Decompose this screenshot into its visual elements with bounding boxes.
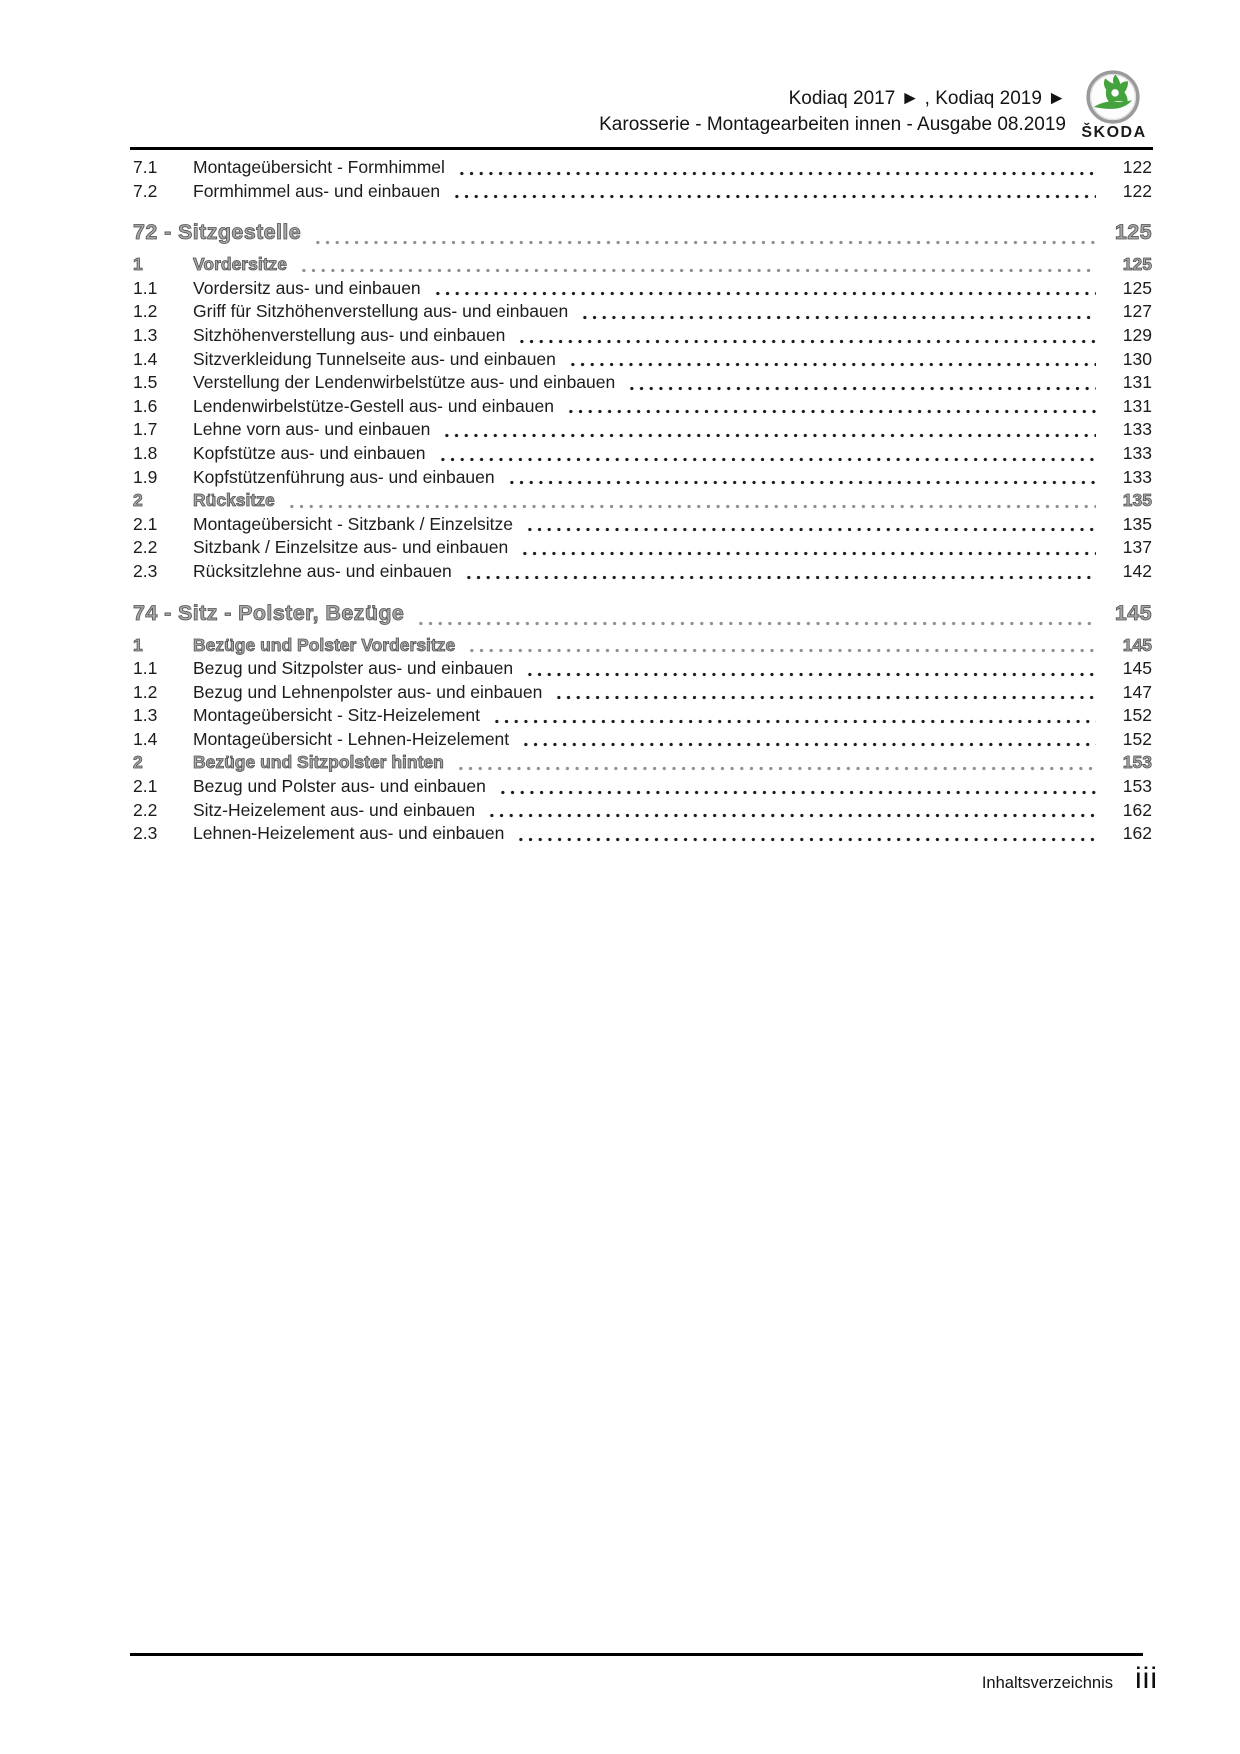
entry-page-number: 127 bbox=[1122, 301, 1152, 322]
entry-page-number: 130 bbox=[1122, 348, 1152, 369]
footer-divider bbox=[130, 1653, 1143, 1656]
entry-page-number: 137 bbox=[1122, 537, 1152, 558]
page-header bbox=[599, 86, 1066, 138]
toc-chapter-heading[interactable] bbox=[133, 601, 1152, 631]
toc-entry[interactable] bbox=[133, 325, 1152, 349]
entry-title: Vordersitz aus- und einbauen bbox=[193, 277, 421, 298]
toc-entry[interactable] bbox=[133, 467, 1152, 491]
entry-number: 1.4 bbox=[133, 728, 158, 749]
entry-page-number: 162 bbox=[1122, 799, 1152, 820]
entry-number: 1.7 bbox=[133, 419, 158, 440]
entry-number: 1.3 bbox=[133, 705, 158, 726]
dot-leader bbox=[438, 443, 1096, 467]
entry-title: Lehne vorn aus- und einbauen bbox=[193, 419, 431, 440]
entry-number: 1 bbox=[133, 634, 143, 655]
toc-entry[interactable] bbox=[133, 776, 1152, 800]
entry-number: 7.2 bbox=[133, 180, 158, 201]
dot-leader bbox=[521, 729, 1096, 753]
entry-number: 1.9 bbox=[133, 466, 158, 487]
entry-page-number: 133 bbox=[1122, 442, 1152, 463]
entry-number: 1.1 bbox=[133, 277, 158, 298]
entry-title: Formhimmel aus- und einbauen bbox=[193, 180, 441, 201]
entry-page-number: 153 bbox=[1122, 776, 1152, 797]
page-footer bbox=[982, 1662, 1158, 1696]
entry-title: Rücksitzlehne aus- und einbauen bbox=[193, 560, 452, 581]
toc-entry[interactable] bbox=[133, 800, 1152, 824]
entry-page-number: 147 bbox=[1122, 681, 1152, 702]
entry-page-number: 131 bbox=[1122, 395, 1152, 416]
dot-leader bbox=[287, 490, 1096, 514]
dot-leader bbox=[580, 301, 1096, 325]
dot-leader bbox=[457, 157, 1096, 181]
toc-chapter-heading[interactable] bbox=[133, 220, 1152, 250]
entry-page-number: 153 bbox=[1122, 752, 1152, 773]
chapter-title: 72 - Sitzgestelle bbox=[133, 220, 302, 245]
entry-title: Sitzbank / Einzelsitze aus- und einbauen bbox=[193, 537, 509, 558]
table-of-contents bbox=[133, 157, 1152, 847]
entry-title: Kopfstütze aus- und einbauen bbox=[193, 442, 426, 463]
dot-leader bbox=[516, 823, 1096, 847]
toc-entry[interactable] bbox=[133, 658, 1152, 682]
dot-leader bbox=[492, 705, 1096, 729]
dot-leader bbox=[416, 601, 1096, 631]
entry-title: Griff für Sitzhöhenverstellung aus- und einbauen bbox=[193, 301, 569, 322]
entry-page-number: 122 bbox=[1122, 180, 1152, 201]
header-model-line: Kodiaq 2017 ► , Kodiaq 2019 ► bbox=[788, 88, 1066, 109]
entry-page-number: 133 bbox=[1122, 466, 1152, 487]
entry-title: Bezüge und Polster Vordersitze bbox=[193, 634, 456, 655]
footer-section-label: Inhaltsverzeichnis bbox=[981, 1674, 1113, 1692]
entry-page-number: 145 bbox=[1122, 658, 1152, 679]
entry-number: 2.1 bbox=[133, 776, 158, 797]
entry-number: 1.4 bbox=[133, 348, 158, 369]
header-doc-line: Karosserie - Montagearbeiten innen - Ausgabe 08.2019 bbox=[599, 114, 1066, 135]
entry-title: Rücksitze bbox=[193, 490, 275, 511]
toc-entry[interactable] bbox=[133, 372, 1152, 396]
dot-leader bbox=[525, 658, 1096, 682]
toc-entry[interactable] bbox=[133, 349, 1152, 373]
toc-entry[interactable] bbox=[133, 181, 1152, 205]
dot-leader bbox=[456, 752, 1096, 776]
toc-entry[interactable] bbox=[133, 682, 1152, 706]
toc-entry[interactable] bbox=[133, 254, 1152, 278]
entry-number: 1.6 bbox=[133, 395, 158, 416]
toc-entry[interactable] bbox=[133, 419, 1152, 443]
dot-leader bbox=[467, 635, 1096, 659]
entry-number: 2.3 bbox=[133, 823, 158, 844]
dot-leader bbox=[517, 325, 1096, 349]
entry-title: Bezug und Polster aus- und einbauen bbox=[193, 776, 486, 797]
entry-title: Sitz-Heizelement aus- und einbauen bbox=[193, 799, 476, 820]
entry-title: Montageübersicht - Sitzbank / Einzelsitze bbox=[193, 513, 514, 534]
toc-entry[interactable] bbox=[133, 561, 1152, 585]
entry-page-number: 125 bbox=[1122, 277, 1152, 298]
dot-leader bbox=[554, 682, 1096, 706]
header-divider bbox=[130, 147, 1153, 150]
entry-number: 1.2 bbox=[133, 301, 158, 322]
entry-page-number: 162 bbox=[1122, 823, 1152, 844]
toc-entry[interactable] bbox=[133, 490, 1152, 514]
dot-leader bbox=[464, 561, 1096, 585]
toc-entry[interactable] bbox=[133, 514, 1152, 538]
dot-leader bbox=[520, 537, 1096, 561]
entry-number: 2 bbox=[133, 490, 143, 511]
entry-number: 2 bbox=[133, 752, 143, 773]
entry-page-number: 131 bbox=[1122, 372, 1152, 393]
dot-leader bbox=[507, 467, 1096, 491]
entry-page-number: 122 bbox=[1122, 157, 1152, 177]
entry-page-number: 152 bbox=[1122, 728, 1152, 749]
entry-page-number: 125 bbox=[1122, 254, 1152, 275]
entry-title: Sitzverkleidung Tunnelseite aus- und einbauen bbox=[193, 348, 556, 369]
entry-page-number: 145 bbox=[1122, 634, 1152, 655]
toc-entry[interactable] bbox=[133, 278, 1152, 302]
entry-title: Vordersitze bbox=[193, 254, 288, 275]
dot-leader bbox=[442, 419, 1096, 443]
entry-number: 1.3 bbox=[133, 324, 158, 345]
entry-page-number: 152 bbox=[1122, 705, 1152, 726]
toc-entry[interactable] bbox=[133, 729, 1152, 753]
entry-title: Kopfstützenführung aus- und einbauen bbox=[193, 466, 495, 487]
toc-entry[interactable] bbox=[133, 752, 1152, 776]
entry-page-number: 129 bbox=[1122, 324, 1152, 345]
entry-number: 1.2 bbox=[133, 681, 158, 702]
entry-title: Bezug und Lehnenpolster aus- und einbauen bbox=[193, 681, 543, 702]
entry-page-number: 135 bbox=[1122, 490, 1152, 511]
dot-leader bbox=[299, 254, 1096, 278]
entry-title: Verstellung der Lendenwirbelstütze aus- und einbauen bbox=[193, 372, 616, 393]
toc-entry[interactable] bbox=[133, 157, 1152, 181]
skoda-brand-wordmark: ŠKODA bbox=[1081, 124, 1147, 141]
toc-entry[interactable] bbox=[133, 635, 1152, 659]
entry-page-number: 133 bbox=[1122, 419, 1152, 440]
entry-title: Montageübersicht - Sitz-Heizelement bbox=[193, 705, 480, 726]
toc-entry[interactable] bbox=[133, 396, 1152, 420]
entry-number: 1.1 bbox=[133, 658, 158, 679]
entry-number: 1.8 bbox=[133, 442, 158, 463]
chapter-page-number: 145 bbox=[1114, 600, 1152, 625]
dot-leader bbox=[313, 220, 1096, 250]
entry-number: 7.1 bbox=[133, 157, 158, 177]
dot-leader bbox=[498, 776, 1096, 800]
entry-title: Montageübersicht - Lehnen-Heizelement bbox=[193, 728, 510, 749]
toc-entry[interactable] bbox=[133, 537, 1152, 561]
dot-leader bbox=[452, 181, 1096, 205]
chapter-page-number: 125 bbox=[1114, 220, 1152, 245]
entry-title: Montageübersicht - Formhimmel bbox=[193, 157, 445, 177]
toc-entry[interactable] bbox=[133, 443, 1152, 467]
entry-page-number: 135 bbox=[1122, 513, 1152, 534]
entry-number: 1 bbox=[133, 254, 143, 275]
entry-title: Sitzhöhenverstellung aus- und einbauen bbox=[193, 324, 506, 345]
dot-leader bbox=[566, 396, 1096, 420]
footer-page-number: iii bbox=[1135, 1662, 1158, 1695]
dot-leader bbox=[568, 349, 1096, 373]
toc-entry[interactable] bbox=[133, 301, 1152, 325]
entry-number: 2.2 bbox=[133, 799, 158, 820]
entry-title: Lehnen-Heizelement aus- und einbauen bbox=[193, 823, 505, 844]
entry-title: Lendenwirbelstütze-Gestell aus- und einbauen bbox=[193, 395, 554, 416]
dot-leader bbox=[487, 800, 1096, 824]
entry-number: 2.2 bbox=[133, 537, 158, 558]
entry-number: 2.3 bbox=[133, 560, 158, 581]
entry-number: 2.1 bbox=[133, 513, 158, 534]
entry-title: Bezüge und Sitzpolster hinten bbox=[193, 752, 444, 773]
entry-number: 1.5 bbox=[133, 372, 158, 393]
skoda-logo-icon bbox=[1084, 68, 1142, 126]
dot-leader bbox=[433, 278, 1096, 302]
chapter-title: 74 - Sitz - Polster, Bezüge bbox=[133, 600, 405, 625]
toc-entry[interactable] bbox=[133, 705, 1152, 729]
toc-entry[interactable] bbox=[133, 823, 1152, 847]
dot-leader bbox=[525, 514, 1096, 538]
entry-title: Bezug und Sitzpolster aus- und einbauen bbox=[193, 658, 514, 679]
entry-page-number: 142 bbox=[1122, 560, 1152, 581]
dot-leader bbox=[627, 372, 1096, 396]
